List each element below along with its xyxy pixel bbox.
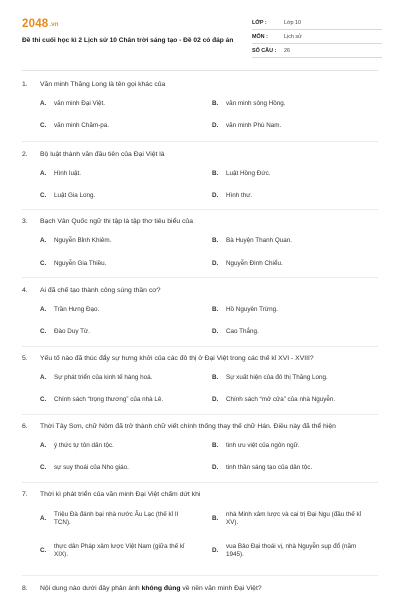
question-divider [22,575,378,576]
option-2d[interactable] [212,192,252,201]
option-text: Hồ Nguyên Trừng. [226,306,278,313]
question-4 [22,286,378,295]
option-letter: D. [212,328,219,335]
option-text: Bà Huyện Thanh Quan. [226,237,293,244]
option-letter: A. [40,306,47,313]
option-text: Luật Gia Long. [54,192,96,199]
meta-row-subject [252,30,382,44]
logo-text: 2048 [22,18,49,30]
question-divider [22,209,378,210]
question-stem: Thời Tây Sơn, chữ Nôm đã trở thành chữ viết chính thống thay thế chữ Hán. Điều này đã thể hiện [40,423,336,430]
option-letter: A. [40,374,47,381]
header-divider [22,70,378,71]
question-stem: Bộ luật thành văn đầu tiên của Đại Việt là [40,151,165,158]
question-divider [22,346,378,347]
option-letter: A. [40,170,47,177]
question-number: 7. [22,491,28,498]
option-text: Hình luật. [54,170,81,177]
option-letter: D. [212,122,219,129]
option-letter: B. [212,374,219,381]
option-text: Nguyễn Gia Thiều. [54,260,107,267]
question-stem: Thời kì phát triển của văn minh Đại Việt chấm dứt khi [40,491,201,498]
meta-value: 26 [284,47,290,54]
option-text: văn minh sông Hồng. [226,100,286,107]
exam-title: Đề thi cuối học kì 2 Lịch sử 10 Chân trời sáng tạo - Đề 02 có đáp án [22,37,234,44]
option-3a[interactable] [40,237,111,246]
option-letter: C. [40,396,47,403]
option-3c[interactable] [40,260,106,269]
option-letter: D. [212,260,219,267]
question-divider [22,482,378,483]
question-text [22,354,378,363]
option-3b[interactable] [212,237,292,246]
option-text: Triệu Đà đánh bại nhà nước Âu Lạc (thế kỉ II TCN). [54,510,179,526]
meta-value: Lớp 10 [284,19,302,26]
option-letter: C. [40,260,47,267]
question-number: 5. [22,355,28,362]
meta-key: MÔN : [252,33,268,40]
question-text [22,286,378,295]
option-4c[interactable] [40,328,90,337]
option-text: Sự phát triển của kinh tế hàng hoá. [54,374,153,381]
question-text [22,217,378,226]
question-5 [22,354,378,363]
question-3 [22,217,378,226]
page-header [22,14,382,66]
option-text: Đào Duy Từ. [54,328,90,335]
option-5d[interactable] [212,396,335,405]
option-5b[interactable] [212,374,328,383]
option-text: Sự xuất hiện của đô thị Thăng Long. [226,374,328,381]
option-letter: B. [212,100,219,107]
option-1a[interactable] [40,100,105,109]
option-letter: D. [212,396,219,403]
meta-row-count [252,44,382,58]
option-letter: B. [212,514,219,522]
option-text: Trần Hưng Đạo. [54,306,100,313]
question-number: 8. [22,585,28,592]
option-7b[interactable] [212,508,376,530]
option-text: Hình thư. [226,192,253,199]
question-1 [22,80,378,89]
question-divider [22,141,378,142]
option-letter: C. [40,192,47,199]
question-number: 2. [22,151,28,158]
option-text: Nguyễn Đình Chiểu. [226,260,283,267]
option-4a[interactable] [40,306,99,315]
question-2 [22,150,378,159]
option-text: văn minh Đại Việt. [54,100,105,107]
question-text [22,584,378,593]
question-stem: Ai đã chế tạo thành công súng thần cơ? [40,287,161,294]
question-text [22,80,378,89]
option-6d[interactable] [212,464,312,473]
question-number: 4. [22,287,28,294]
option-letter: A. [40,237,47,244]
option-letter: D. [212,546,219,554]
option-letter: A. [40,514,47,522]
question-divider [22,277,378,278]
option-text: vua Bảo Đại thoái vị, nhà Nguyễn sụp đổ (năm 1945). [226,542,357,558]
option-6a[interactable] [40,442,114,451]
question-stem-end: về nền văn minh Đại Việt? [180,585,262,592]
option-7c[interactable] [40,540,200,562]
option-text: văn minh Phù Nam. [226,122,282,129]
question-text [22,150,378,159]
option-text: Luật Hồng Đức. [226,170,271,177]
meta-key: SỐ CÂU : [252,47,277,54]
option-1b[interactable] [212,100,286,109]
option-letter: D. [212,192,219,199]
question-stem-emphasis: không đúng [141,585,181,592]
option-6b[interactable] [212,442,300,451]
option-text: nhà Minh xâm lược và cai trị Đại Ngu (đầu thế kỉ XV). [226,510,362,526]
question-number: 1. [22,81,28,88]
option-text: tinh ưu việt của ngôn ngữ. [226,442,300,449]
option-3d[interactable] [212,260,283,269]
meta-row-class [252,16,382,30]
question-text [22,422,378,431]
option-letter: D. [212,464,219,471]
question-divider [22,414,378,415]
option-text: ý thức tự tôn dân tộc. [54,442,114,449]
question-stem: Bạch Vân Quốc ngữ thi tập là tập thơ tiêu biểu của [40,218,193,225]
meta-value: Lịch sử [284,33,302,40]
option-6c[interactable] [40,464,129,473]
meta-key: LỚP : [252,19,267,26]
option-letter: C. [40,328,47,335]
option-text: Chính sách “mở cửa” của nhà Nguyễn. [226,396,336,403]
option-letter: C. [40,546,47,554]
question-6 [22,422,378,431]
option-letter: B. [212,442,219,449]
option-letter: C. [40,464,47,471]
option-2c[interactable] [40,192,95,201]
option-text: sự suy thoái của Nho giáo. [54,464,129,471]
option-letter: B. [212,170,219,177]
question-7 [22,490,378,499]
exam-meta [252,16,382,58]
option-2b[interactable] [212,170,270,179]
option-4b[interactable] [212,306,278,315]
option-letter: A. [40,442,47,449]
option-5a[interactable] [40,374,152,383]
option-7d[interactable] [212,540,376,562]
question-stem: Văn minh Thăng Long là tên gọi khác của [40,81,166,88]
option-text: văn minh Chăm-pa. [54,122,109,129]
option-4d[interactable] [212,328,259,337]
option-5c[interactable] [40,396,163,405]
option-letter: B. [212,306,219,313]
option-text: Chính sách “trọng thương” của nhà Lê. [54,396,164,403]
option-letter: B. [212,237,219,244]
option-1c[interactable] [40,122,109,131]
option-1d[interactable] [212,122,281,131]
question-number: 3. [22,218,28,225]
question-stem: Yếu tố nào đã thúc đẩy sự hưng khởi của các đô thị ở Đại Việt trong các thế kỉ XVI - XVIII? [40,355,314,362]
question-8 [22,584,378,593]
site-logo[interactable] [22,18,59,30]
question-stem-start: Nội dung nào dưới đây phản ánh [40,585,142,592]
option-7a[interactable] [40,508,200,530]
option-letter: C. [40,122,47,129]
option-text: Cao Thắng. [226,328,259,335]
option-letter: A. [40,100,47,107]
option-2a[interactable] [40,170,81,179]
option-text: Nguyễn Bỉnh Khiêm. [54,237,112,244]
option-text: thực dân Pháp xâm lược Việt Nam (giữa thế kỉ XIX). [54,542,185,558]
question-text [22,490,378,499]
question-number: 6. [22,423,28,430]
logo-tld: .vn [49,22,59,28]
option-text: tinh thần sáng tạo của dân tộc. [226,464,313,471]
